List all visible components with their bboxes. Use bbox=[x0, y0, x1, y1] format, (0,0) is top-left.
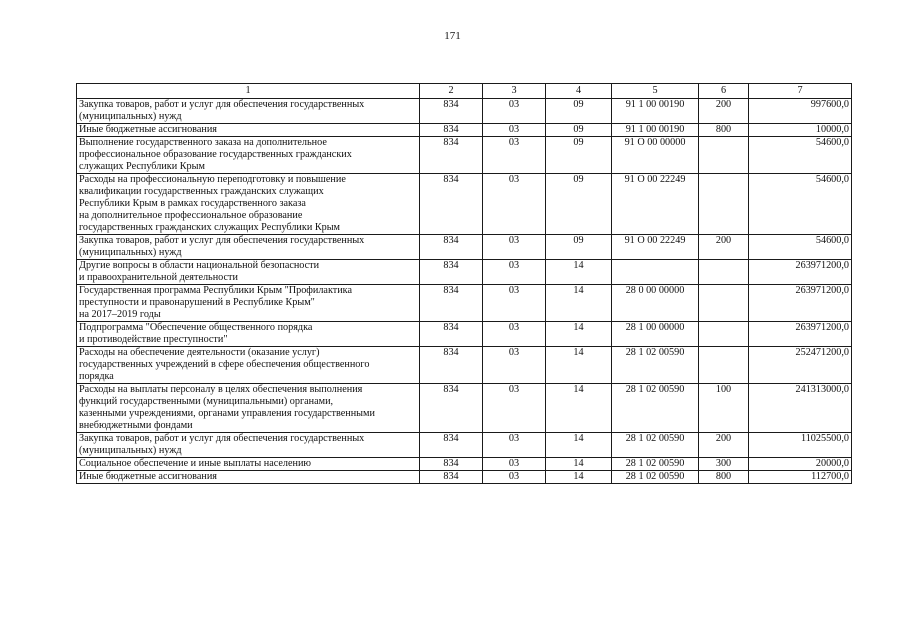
row-name-line: Государственная программа Республики Крым "Профилактика bbox=[79, 285, 352, 296]
row-c6-cell: 800 bbox=[699, 124, 749, 137]
row-c3-cell: 03 bbox=[483, 471, 546, 484]
row-amount-cell: 20000,0 bbox=[749, 458, 852, 471]
table-body bbox=[77, 99, 852, 484]
row-name-cell bbox=[77, 458, 420, 471]
column-header: 5 bbox=[612, 84, 699, 99]
row-name-line: (муниципальных) нужд bbox=[79, 111, 182, 122]
row-c3-cell: 03 bbox=[483, 433, 546, 458]
row-c5-cell: 28 1 02 00590 bbox=[612, 433, 699, 458]
row-c3-cell: 03 bbox=[483, 285, 546, 322]
row-c6-cell bbox=[699, 260, 749, 285]
row-c4-cell: 14 bbox=[546, 433, 612, 458]
row-c4-cell: 14 bbox=[546, 347, 612, 384]
row-name-line: служащих Республики Крым bbox=[79, 161, 205, 172]
table-row bbox=[77, 347, 852, 384]
row-name-line: Социальное обеспечение и иные выплаты населению bbox=[79, 458, 312, 469]
row-name-cell bbox=[77, 137, 420, 174]
row-c6-cell: 200 bbox=[699, 99, 749, 124]
row-name-line: порядка bbox=[79, 371, 114, 382]
row-c2-cell: 834 bbox=[420, 137, 483, 174]
row-c5-cell: 91 О 00 22249 bbox=[612, 235, 699, 260]
row-c4-cell: 09 bbox=[546, 99, 612, 124]
row-amount-cell: 11025500,0 bbox=[749, 433, 852, 458]
row-c6-cell: 800 bbox=[699, 471, 749, 484]
row-c5-cell: 91 О 00 00000 bbox=[612, 137, 699, 174]
column-header: 1 bbox=[77, 84, 420, 99]
row-name-line: внебюджетными фондами bbox=[79, 420, 193, 431]
row-c6-cell bbox=[699, 174, 749, 235]
row-amount-cell: 997600,0 bbox=[749, 99, 852, 124]
row-name-line: государственных гражданских служащих Республики Крым bbox=[79, 222, 340, 233]
table-row bbox=[77, 260, 852, 285]
row-c3-cell: 03 bbox=[483, 124, 546, 137]
row-c5-cell bbox=[612, 260, 699, 285]
table-row bbox=[77, 471, 852, 484]
row-amount-cell: 112700,0 bbox=[749, 471, 852, 484]
row-c2-cell: 834 bbox=[420, 384, 483, 433]
row-c2-cell: 834 bbox=[420, 471, 483, 484]
row-name-line: на 2017–2019 годы bbox=[79, 309, 161, 320]
row-c3-cell: 03 bbox=[483, 235, 546, 260]
row-c6-cell bbox=[699, 285, 749, 322]
row-amount-cell: 10000,0 bbox=[749, 124, 852, 137]
column-header: 4 bbox=[546, 84, 612, 99]
row-amount-cell: 263971200,0 bbox=[749, 260, 852, 285]
row-name-line: государственных учреждений в сфере обеспечения общественного bbox=[79, 359, 370, 370]
row-name-cell bbox=[77, 260, 420, 285]
row-c2-cell: 834 bbox=[420, 235, 483, 260]
row-name-line: Иные бюджетные ассигнования bbox=[79, 471, 217, 482]
row-amount-cell: 54600,0 bbox=[749, 174, 852, 235]
row-amount-cell: 263971200,0 bbox=[749, 322, 852, 347]
row-c5-cell: 28 1 02 00590 bbox=[612, 458, 699, 471]
row-c3-cell: 03 bbox=[483, 384, 546, 433]
row-c2-cell: 834 bbox=[420, 285, 483, 322]
row-name-cell bbox=[77, 433, 420, 458]
table-row bbox=[77, 458, 852, 471]
row-c5-cell: 91 О 00 22249 bbox=[612, 174, 699, 235]
page-number: 171 bbox=[444, 30, 461, 42]
row-amount-cell: 252471200,0 bbox=[749, 347, 852, 384]
row-c2-cell: 834 bbox=[420, 322, 483, 347]
row-c5-cell: 28 1 02 00590 bbox=[612, 347, 699, 384]
row-c3-cell: 03 bbox=[483, 458, 546, 471]
row-name-cell bbox=[77, 124, 420, 137]
column-header: 3 bbox=[483, 84, 546, 99]
row-c3-cell: 03 bbox=[483, 347, 546, 384]
row-c4-cell: 14 bbox=[546, 260, 612, 285]
row-c2-cell: 834 bbox=[420, 433, 483, 458]
row-c4-cell: 14 bbox=[546, 322, 612, 347]
column-header: 7 bbox=[749, 84, 852, 99]
row-amount-cell: 263971200,0 bbox=[749, 285, 852, 322]
row-c4-cell: 09 bbox=[546, 124, 612, 137]
row-name-line: преступности и правонарушений в Республике Крым" bbox=[79, 297, 315, 308]
row-c4-cell: 09 bbox=[546, 235, 612, 260]
row-name-line: (муниципальных) нужд bbox=[79, 247, 182, 258]
row-name-cell bbox=[77, 99, 420, 124]
column-header: 6 bbox=[699, 84, 749, 99]
row-c5-cell: 28 1 02 00590 bbox=[612, 384, 699, 433]
row-c6-cell: 300 bbox=[699, 458, 749, 471]
table-row bbox=[77, 99, 852, 124]
row-name-line: Закупка товаров, работ и услуг для обеспечения государственных bbox=[79, 99, 365, 110]
row-name-cell bbox=[77, 347, 420, 384]
table-row bbox=[77, 322, 852, 347]
table-row bbox=[77, 433, 852, 458]
row-amount-cell: 54600,0 bbox=[749, 137, 852, 174]
row-name-line: и правоохранительной деятельности bbox=[79, 272, 238, 283]
table-row bbox=[77, 235, 852, 260]
row-c6-cell: 200 bbox=[699, 433, 749, 458]
row-name-line: Подпрограмма "Обеспечение общественного порядка bbox=[79, 322, 313, 333]
row-name-cell bbox=[77, 174, 420, 235]
table-row bbox=[77, 174, 852, 235]
row-name-line: казенными учреждениями, органами управления государственными bbox=[79, 408, 375, 419]
row-amount-cell: 241313000,0 bbox=[749, 384, 852, 433]
row-name-line: Другие вопросы в области национальной безопасности bbox=[79, 260, 320, 271]
budget-table bbox=[76, 83, 852, 484]
row-c2-cell: 834 bbox=[420, 124, 483, 137]
row-c2-cell: 834 bbox=[420, 347, 483, 384]
row-name-line: Расходы на выплаты персоналу в целях обеспечения выполнения bbox=[79, 384, 363, 395]
row-c4-cell: 14 bbox=[546, 458, 612, 471]
column-header: 2 bbox=[420, 84, 483, 99]
row-name-cell bbox=[77, 322, 420, 347]
row-name-cell bbox=[77, 235, 420, 260]
row-name-cell bbox=[77, 285, 420, 322]
row-name-line: функций государственными (муниципальными) органами, bbox=[79, 396, 334, 407]
row-c6-cell bbox=[699, 347, 749, 384]
row-name-line: квалификации государственных гражданских служащих bbox=[79, 186, 324, 197]
row-c4-cell: 09 bbox=[546, 174, 612, 235]
row-name-cell bbox=[77, 471, 420, 484]
row-amount-cell: 54600,0 bbox=[749, 235, 852, 260]
row-name-line: Выполнение государственного заказа на дополнительное bbox=[79, 137, 327, 148]
row-c4-cell: 14 bbox=[546, 285, 612, 322]
row-name-line: на дополнительное профессиональное образование bbox=[79, 210, 303, 221]
row-c3-cell: 03 bbox=[483, 137, 546, 174]
row-c6-cell: 200 bbox=[699, 235, 749, 260]
row-c2-cell: 834 bbox=[420, 458, 483, 471]
row-name-cell bbox=[77, 384, 420, 433]
row-name-line: Республики Крым в рамках государственного заказа bbox=[79, 198, 306, 209]
row-c6-cell: 100 bbox=[699, 384, 749, 433]
table-row bbox=[77, 137, 852, 174]
row-c6-cell bbox=[699, 322, 749, 347]
row-c6-cell bbox=[699, 137, 749, 174]
row-name-line: профессиональное образование государственных гражданских bbox=[79, 149, 352, 160]
table-header-row bbox=[77, 84, 852, 99]
row-c3-cell: 03 bbox=[483, 322, 546, 347]
table-row bbox=[77, 124, 852, 137]
row-name-line: Иные бюджетные ассигнования bbox=[79, 124, 217, 135]
table-row bbox=[77, 384, 852, 433]
row-name-line: Расходы на профессиональную переподготовку и повышение bbox=[79, 174, 346, 185]
row-c4-cell: 09 bbox=[546, 137, 612, 174]
row-c2-cell: 834 bbox=[420, 260, 483, 285]
row-c5-cell: 28 1 00 00000 bbox=[612, 322, 699, 347]
row-c3-cell: 03 bbox=[483, 99, 546, 124]
row-c5-cell: 91 1 00 00190 bbox=[612, 124, 699, 137]
row-c5-cell: 28 0 00 00000 bbox=[612, 285, 699, 322]
row-c4-cell: 14 bbox=[546, 384, 612, 433]
row-c2-cell: 834 bbox=[420, 174, 483, 235]
row-name-line: Закупка товаров, работ и услуг для обеспечения государственных bbox=[79, 235, 365, 246]
row-name-line: Закупка товаров, работ и услуг для обеспечения государственных bbox=[79, 433, 365, 444]
row-c3-cell: 03 bbox=[483, 174, 546, 235]
row-c2-cell: 834 bbox=[420, 99, 483, 124]
row-c4-cell: 14 bbox=[546, 471, 612, 484]
row-c5-cell: 91 1 00 00190 bbox=[612, 99, 699, 124]
table-row bbox=[77, 285, 852, 322]
row-c5-cell: 28 1 02 00590 bbox=[612, 471, 699, 484]
row-name-line: Расходы на обеспечение деятельности (оказание услуг) bbox=[79, 347, 320, 358]
row-name-line: (муниципальных) нужд bbox=[79, 445, 182, 456]
row-name-line: и противодействие преступности" bbox=[79, 334, 228, 345]
row-c3-cell: 03 bbox=[483, 260, 546, 285]
